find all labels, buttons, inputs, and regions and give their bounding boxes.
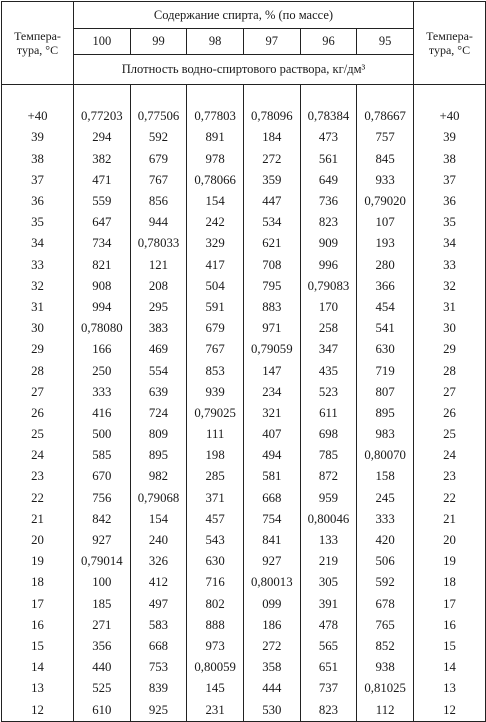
temperature-cell-left: 20 [2,530,74,551]
temperature-cell-left: 27 [2,382,74,403]
density-cell: 668 [243,488,300,509]
table-row [2,170,486,191]
density-cell: 0,78033 [130,233,187,254]
density-cell: 809 [130,424,187,445]
density-cell: 719 [357,360,414,381]
density-cell: 444 [243,678,300,699]
temperature-cell-left: 32 [2,276,74,297]
density-cell: 938 [357,657,414,678]
density-cell: 112 [357,699,414,721]
temperature-cell-left: +40 [2,106,74,127]
density-cell: 185 [74,594,131,615]
temperature-cell-left: 26 [2,403,74,424]
table-row [2,339,486,360]
temperature-cell-right: 25 [414,424,486,445]
temperature-cell-left: 17 [2,594,74,615]
density-cell: 391 [300,594,357,615]
concentration-header-cell: 95 [357,29,414,55]
table-row [2,699,486,721]
temperature-cell-left: 16 [2,615,74,636]
density-cell: 802 [187,594,244,615]
density-cell: 158 [357,466,414,487]
temperature-cell-left: 36 [2,191,74,212]
density-cell: 0,77203 [74,106,131,127]
table-header [2,2,486,85]
table-row [2,678,486,699]
density-cell: 294 [74,127,131,148]
density-cell: 927 [243,551,300,572]
temperature-cell-right: 35 [414,212,486,233]
density-cell: 543 [187,530,244,551]
density-cell: 630 [357,339,414,360]
density-cell: 647 [74,212,131,233]
density-cell: 497 [130,594,187,615]
temperature-cell-right: 17 [414,594,486,615]
temperature-cell-right: 31 [414,297,486,318]
temperature-cell-right: 13 [414,678,486,699]
density-cell: 767 [130,170,187,191]
table-row [2,615,486,636]
temperature-cell-right: 21 [414,509,486,530]
table-row [2,509,486,530]
density-cell: 708 [243,255,300,276]
temperature-header-text: Темпера- тура, °С [14,29,61,57]
density-cell: 0,80070 [357,445,414,466]
density-cell: 305 [300,572,357,593]
temperature-cell-left: 28 [2,360,74,381]
density-cell: 611 [300,403,357,424]
density-cell: 534 [243,212,300,233]
density-cell: 473 [300,127,357,148]
density-cell: 621 [243,233,300,254]
temperature-cell-right: 30 [414,318,486,339]
density-cell: 630 [187,551,244,572]
density-cell: 420 [357,530,414,551]
density-cell: 853 [187,360,244,381]
density-cell: 842 [74,509,131,530]
temperature-cell-left: 13 [2,678,74,699]
density-cell: 908 [74,276,131,297]
density-cell: 973 [187,636,244,657]
temperature-cell-right: 37 [414,170,486,191]
temperature-cell-left: 29 [2,339,74,360]
density-cell: 978 [187,149,244,170]
concentration-header-cell: 97 [243,29,300,55]
temperature-cell-right: 32 [414,276,486,297]
density-cell: 219 [300,551,357,572]
density-cell: 679 [130,149,187,170]
density-cell: 506 [357,551,414,572]
density-cell: 561 [300,149,357,170]
temperature-cell-left: 33 [2,255,74,276]
density-cell: 417 [187,255,244,276]
density-cell: 895 [130,445,187,466]
density-header: Плотность водно-спиртового раствора, кг/дм³ [74,55,414,85]
temperature-cell-left: 30 [2,318,74,339]
density-cell: 678 [357,594,414,615]
density-cell: 523 [300,382,357,403]
table-row [2,551,486,572]
density-cell: 208 [130,276,187,297]
density-cell: 100 [74,572,131,593]
density-cell: 944 [130,212,187,233]
density-cell: 592 [130,127,187,148]
table-row [2,149,486,170]
density-cell: 754 [243,509,300,530]
density-cell: 0,79025 [187,403,244,424]
density-cell: 839 [130,678,187,699]
density-cell: 841 [243,530,300,551]
temperature-cell-right: 22 [414,488,486,509]
temperature-cell-left: 25 [2,424,74,445]
density-cell: 823 [300,212,357,233]
density-cell: 121 [130,255,187,276]
density-cell: 326 [130,551,187,572]
density-cell: 359 [243,170,300,191]
density-cell: 734 [74,233,131,254]
density-cell: 0,80046 [300,509,357,530]
density-cell: 795 [243,276,300,297]
density-cell: 133 [300,530,357,551]
temperature-cell-right: 20 [414,530,486,551]
concentration-header-cell: 96 [300,29,357,55]
density-cell: 0,77506 [130,106,187,127]
density-cell: 272 [243,636,300,657]
temperature-cell-right: 19 [414,551,486,572]
density-cell: 145 [187,678,244,699]
temperature-cell-right: 33 [414,255,486,276]
temperature-cell-right: 23 [414,466,486,487]
density-cell: 585 [74,445,131,466]
density-cell: 895 [357,403,414,424]
density-cell: 765 [357,615,414,636]
density-cell: 0,78384 [300,106,357,127]
table-row [2,191,486,212]
density-cell: 240 [130,530,187,551]
density-cell: 231 [187,699,244,721]
density-cell: 147 [243,360,300,381]
density-cell: 457 [187,509,244,530]
density-cell: 807 [357,382,414,403]
density-cell: 0,79020 [357,191,414,212]
density-cell: 541 [357,318,414,339]
temperature-cell-right: 39 [414,127,486,148]
temperature-header-left [2,2,74,85]
density-cell: 996 [300,255,357,276]
temperature-cell-left: 24 [2,445,74,466]
density-cell: 356 [74,636,131,657]
density-cell: 494 [243,445,300,466]
table-row [2,297,486,318]
temperature-cell-right: +40 [414,106,486,127]
temperature-cell-right: 15 [414,636,486,657]
density-cell: 983 [357,424,414,445]
density-cell: 504 [187,276,244,297]
density-cell: 756 [74,488,131,509]
temperature-cell-right: 27 [414,382,486,403]
temperature-cell-right: 24 [414,445,486,466]
density-cell: 0,78080 [74,318,131,339]
density-cell: 565 [300,636,357,657]
table-row [2,403,486,424]
table-row [2,382,486,403]
density-cell: 412 [130,572,187,593]
density-cell: 679 [187,318,244,339]
density-cell: 333 [74,382,131,403]
temperature-cell-right: 34 [414,233,486,254]
temperature-cell-right: 36 [414,191,486,212]
density-cell: 872 [300,466,357,487]
temperature-cell-left: 35 [2,212,74,233]
table-row [2,318,486,339]
spacer-row [2,85,486,107]
density-cell: 757 [357,127,414,148]
density-cell: 0,78667 [357,106,414,127]
density-cell: 909 [300,233,357,254]
density-cell: 154 [187,191,244,212]
temperature-header-text: Темпера- тура, °С [426,29,473,57]
density-cell: 821 [74,255,131,276]
density-cell: 530 [243,699,300,721]
density-cell: 382 [74,149,131,170]
table-row [2,127,486,148]
density-cell: 823 [300,699,357,721]
table-body [2,85,486,722]
table-row [2,530,486,551]
density-cell: 0,78096 [243,106,300,127]
temperature-cell-left: 14 [2,657,74,678]
density-cell: 454 [357,297,414,318]
density-cell: 0,80013 [243,572,300,593]
density-cell: 994 [74,297,131,318]
density-cell: 366 [357,276,414,297]
density-cell: 785 [300,445,357,466]
density-cell: 358 [243,657,300,678]
table-row [2,360,486,381]
density-cell: 435 [300,360,357,381]
density-cell: 245 [357,488,414,509]
density-cell: 099 [243,594,300,615]
density-cell: 737 [300,678,357,699]
density-table [1,1,486,722]
density-cell: 927 [74,530,131,551]
density-cell: 347 [300,339,357,360]
density-cell: 583 [130,615,187,636]
temperature-cell-left: 18 [2,572,74,593]
density-cell: 845 [357,149,414,170]
temperature-cell-left: 38 [2,149,74,170]
density-cell: 891 [187,127,244,148]
temperature-cell-right: 16 [414,615,486,636]
density-cell: 186 [243,615,300,636]
density-cell: 610 [74,699,131,721]
density-cell: 525 [74,678,131,699]
density-cell: 925 [130,699,187,721]
density-cell: 651 [300,657,357,678]
density-cell: 959 [300,488,357,509]
density-cell: 280 [357,255,414,276]
temperature-cell-right: 12 [414,699,486,721]
density-cell: 471 [74,170,131,191]
temperature-cell-left: 23 [2,466,74,487]
density-cell: 242 [187,212,244,233]
temperature-cell-left: 19 [2,551,74,572]
density-cell: 592 [357,572,414,593]
density-cell: 170 [300,297,357,318]
density-cell: 971 [243,318,300,339]
density-cell: 982 [130,466,187,487]
table-row [2,255,486,276]
density-cell: 407 [243,424,300,445]
concentration-header-cell: 99 [130,29,187,55]
density-cell: 0,79083 [300,276,357,297]
density-cell: 321 [243,403,300,424]
temperature-cell-left: 37 [2,170,74,191]
density-cell: 469 [130,339,187,360]
alcohol-content-header: Содержание спирта, % (по массе) [74,2,414,29]
temperature-cell-right: 28 [414,360,486,381]
table-row [2,106,486,127]
table-row [2,424,486,445]
temperature-cell-right: 29 [414,339,486,360]
density-cell: 184 [243,127,300,148]
density-cell: 753 [130,657,187,678]
density-cell: 285 [187,466,244,487]
density-cell: 767 [187,339,244,360]
density-cell: 736 [300,191,357,212]
temperature-cell-right: 26 [414,403,486,424]
density-cell: 500 [74,424,131,445]
temperature-cell-left: 39 [2,127,74,148]
density-cell: 447 [243,191,300,212]
density-cell: 333 [357,509,414,530]
density-cell: 0,79059 [243,339,300,360]
density-cell: 271 [74,615,131,636]
table-row [2,445,486,466]
table-row [2,636,486,657]
density-cell: 154 [130,509,187,530]
density-cell: 0,79068 [130,488,187,509]
density-cell: 111 [187,424,244,445]
density-cell: 0,77803 [187,106,244,127]
density-cell: 383 [130,318,187,339]
temperature-cell-right: 18 [414,572,486,593]
density-cell: 329 [187,233,244,254]
table-row [2,233,486,254]
density-cell: 856 [130,191,187,212]
table-row [2,212,486,233]
density-cell: 716 [187,572,244,593]
density-cell: 258 [300,318,357,339]
concentration-row [2,29,486,55]
concentration-header-cell: 98 [187,29,244,55]
density-cell: 166 [74,339,131,360]
table-row [2,276,486,297]
temperature-cell-left: 21 [2,509,74,530]
table-row [2,594,486,615]
temperature-cell-right: 14 [414,657,486,678]
temperature-cell-left: 12 [2,699,74,721]
table-row [2,657,486,678]
temperature-cell-right: 38 [414,149,486,170]
density-cell: 554 [130,360,187,381]
density-cell: 888 [187,615,244,636]
density-cell: 0,80059 [187,657,244,678]
density-cell: 559 [74,191,131,212]
density-cell: 591 [187,297,244,318]
table-row [2,572,486,593]
temperature-cell-left: 15 [2,636,74,657]
concentration-header-cell: 100 [74,29,131,55]
density-cell: 639 [130,382,187,403]
density-cell: 295 [130,297,187,318]
temperature-cell-left: 22 [2,488,74,509]
density-cell: 0,79014 [74,551,131,572]
density-cell: 883 [243,297,300,318]
density-cell: 198 [187,445,244,466]
density-cell: 0,81025 [357,678,414,699]
density-cell: 581 [243,466,300,487]
table-row [2,488,486,509]
density-cell: 852 [357,636,414,657]
density-cell: 416 [74,403,131,424]
density-cell: 107 [357,212,414,233]
table-row [2,466,486,487]
density-cell: 724 [130,403,187,424]
temperature-cell-left: 31 [2,297,74,318]
density-cell: 193 [357,233,414,254]
density-cell: 939 [187,382,244,403]
density-cell: 371 [187,488,244,509]
density-cell: 234 [243,382,300,403]
density-cell: 933 [357,170,414,191]
density-cell: 698 [300,424,357,445]
density-cell: 478 [300,615,357,636]
density-cell: 649 [300,170,357,191]
density-cell: 272 [243,149,300,170]
temperature-header-right [414,2,486,85]
density-cell: 250 [74,360,131,381]
density-cell: 668 [130,636,187,657]
density-cell: 0,78066 [187,170,244,191]
density-cell: 440 [74,657,131,678]
density-cell: 670 [74,466,131,487]
temperature-cell-left: 34 [2,233,74,254]
